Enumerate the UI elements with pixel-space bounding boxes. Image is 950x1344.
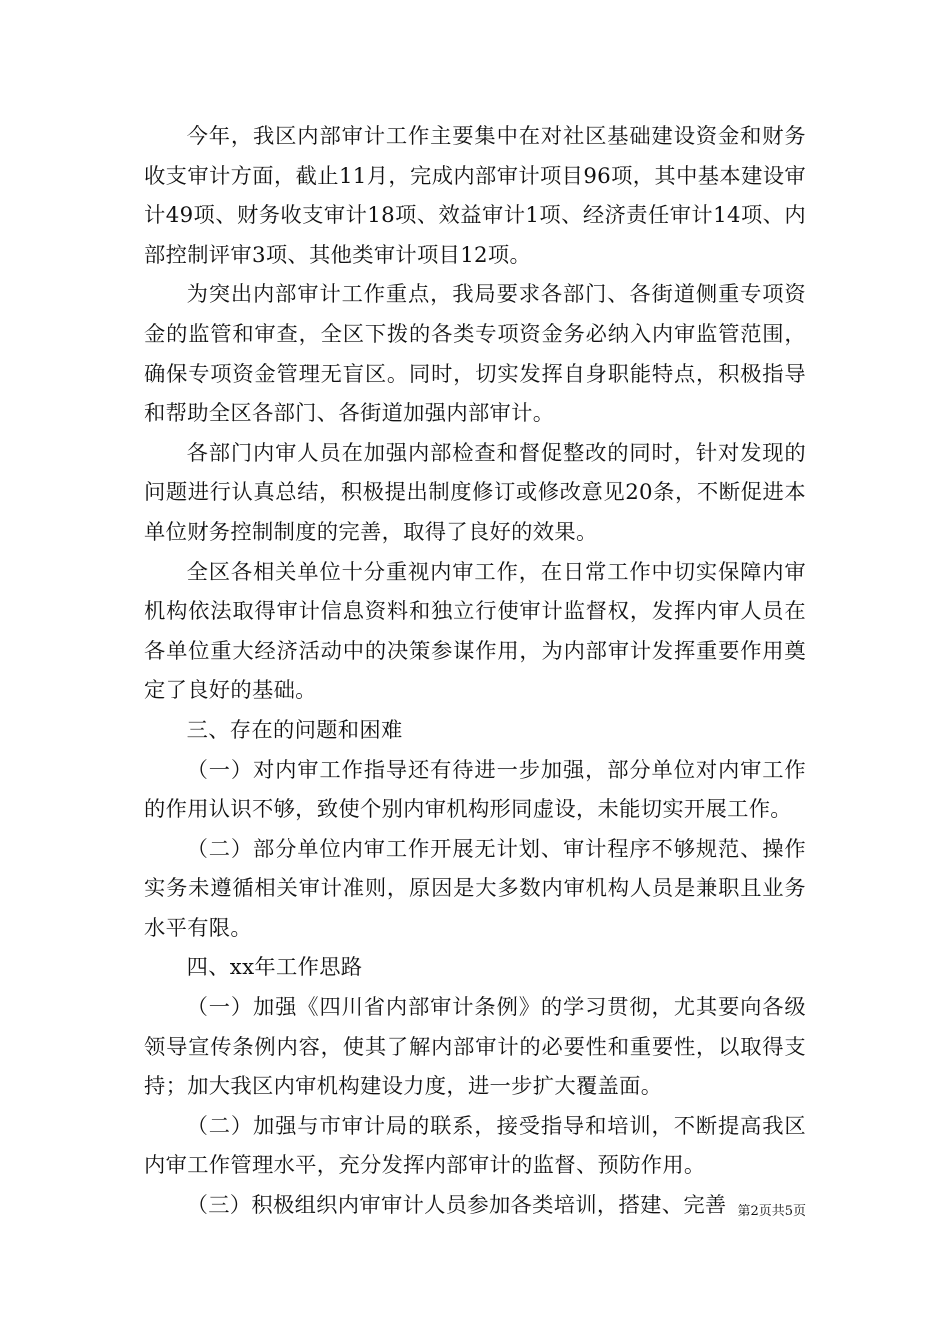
paragraph-special-funds: 为突出内部审计工作重点，我局要求各部门、各街道侧重专项资金的监管和审查，全区下拨的各类专项资金务必纳入内审监管范围，确保专项资金管理无盲区。同时，切实发挥自身职能特点，积极指导和帮助全区各部门、各街道加强内部审计。 — [144, 282, 806, 427]
document-body — [144, 117, 806, 1226]
section-heading-problems: 三、存在的问题和困难 — [186, 717, 403, 743]
paragraph-unit-support: 全区各相关单位十分重视内审工作，在日常工作中切实保障内审机构依法取得审计信息资料和独立行使审计监督权，发挥内审人员在各单位重大经济活动中的决策参谋作用，为内部审计发挥重要作用奠定了良好的基础。 — [144, 559, 806, 704]
paragraph-audit-summary: 今年，我区内部审计工作主要集中在对社区基础建设资金和财务收支审计方面，截止11月，完成内部审计项目96项，其中基本建设审计49项、财务收支审计18项、效益审计1项、经济责任审计14项、内部控制评审3项、其他类审计项目12项。 — [144, 124, 806, 268]
section-heading-plan: 四、xx年工作思路 — [186, 955, 363, 981]
paragraph-plan-1: （一）加强《四川省内部审计条例》的学习贯彻，尤其要向各级领导宣传条例内容，使其了解内部审计的必要性和重要性，以取得支持；加大我区内审机构建设力度，进一步扩大覆盖面。 — [144, 995, 806, 1100]
paragraph-rectification: 各部门内审人员在加强内部检查和督促整改的同时，针对发现的问题进行认真总结，积极提出制度修订或修改意见20条，不断促进本单位财务控制制度的完善，取得了良好的效果。 — [144, 440, 806, 545]
paragraph-plan-2: （二）加强与市审计局的联系，接受指导和培训，不断提高我区内审工作管理水平，充分发挥内部审计的监督、预防作用。 — [144, 1113, 806, 1179]
paragraph-plan-3: （三）积极组织内审审计人员参加各类培训，搭建、完善 — [186, 1193, 727, 1219]
paragraph-problem-1: （一）对内审工作指导还有待进一步加强，部分单位对内审工作的作用认识不够，致使个别内审机构形同虚设，未能切实开展工作。 — [144, 757, 806, 823]
page-number: 第2页共5页 — [737, 1204, 806, 1219]
paragraph-problem-2: （二）部分单位内审工作开展无计划、审计程序不够规范、操作实务未遵循相关审计准则，原因是大多数内审机构人员是兼职且业务水平有限。 — [144, 836, 806, 941]
